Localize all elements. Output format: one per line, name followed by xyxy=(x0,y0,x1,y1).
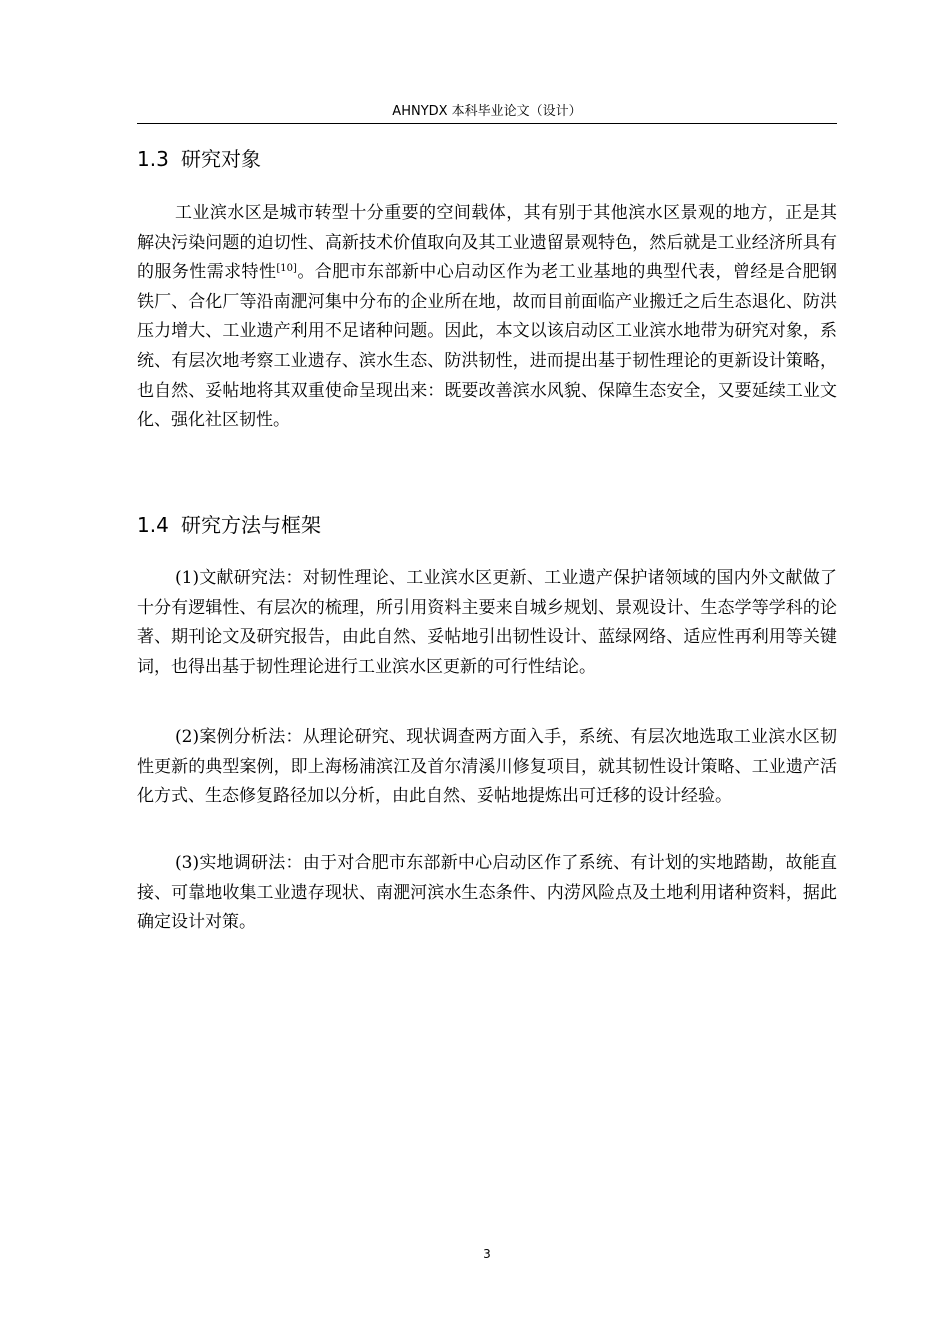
page-number: 3 xyxy=(483,1247,491,1261)
citation-marker: [10] xyxy=(276,263,297,275)
section-heading-1-4 xyxy=(137,512,837,538)
header-rule xyxy=(137,123,837,124)
paragraph-text: 工业滨水区是城市转型十分重要的空间载体，其有别于其他滨水区景观的地方，正是其解决污染问题的迫切性、高新技术价值取向及其工业遗留景观特色，然后就是工业经济所具有的服务性需求特性 xyxy=(137,203,837,283)
section-title: 研究方法与框架 xyxy=(181,513,321,537)
paragraph-text: 。合肥市东部新中心启动区作为老工业基地的典型代表，曾经是合肥钢铁厂、合化厂等沿南淝河集中分布的企业所在地，故而目前面临产业搬迁之后生态退化、防洪压力增大、工业遗产利用不足诸种问题。因此，本文以该启动区工业滨水地带为研究对象，系统、有层次地考察工业遗存、滨水生态、防洪韧性，进而提出基于韧性理论的更新设计策略，也自然、妥帖地将其双重使命呈现出来：既要改善滨水风貌、保障生态安全，又要延续工业文化、强化社区韧性。 xyxy=(137,262,838,431)
paragraph-field-method: (3)实地调研法：由于对合肥市东部新中心启动区作了系统、有计划的实地踏勘，故能直接、可靠地收集工业遗存现状、南淝河滨水生态条件、内涝风险点及土地利用诸种资料，据此确定设计对策。 xyxy=(137,853,837,933)
section-number: 1.4 xyxy=(137,513,169,537)
section-title: 研究对象 xyxy=(181,147,261,171)
paragraph-literature-method: (1)文献研究法：对韧性理论、工业滨水区更新、工业遗产保护诸领域的国内外文献做了十分有逻辑性、有层次的梳理，所引用资料主要来自城乡规划、景观设计、生态学等学科的论著、期刊论文及研究报告，由此自然、妥帖地引出韧性设计、蓝绿网络、适应性再利用等关键词，也得出基于韧性理论进行工业滨水区更新的可行性结论。 xyxy=(137,568,837,677)
section-number: 1.3 xyxy=(137,147,169,171)
paragraph-case-method: (2)案例分析法：从理论研究、现状调查两方面入手，系统、有层次地选取工业滨水区韧性更新的典型案例，即上海杨浦滨江及首尔清溪川修复项目，就其韧性设计策略、工业遗产活化方式、生态修复路径加以分析，由此自然、妥帖地提炼出可迁移的设计经验。 xyxy=(137,727,837,807)
paragraph-research-object xyxy=(137,199,837,436)
section-heading-1-3 xyxy=(137,146,837,172)
running-header: AHNYDX 本科毕业论文（设计） xyxy=(392,104,582,119)
